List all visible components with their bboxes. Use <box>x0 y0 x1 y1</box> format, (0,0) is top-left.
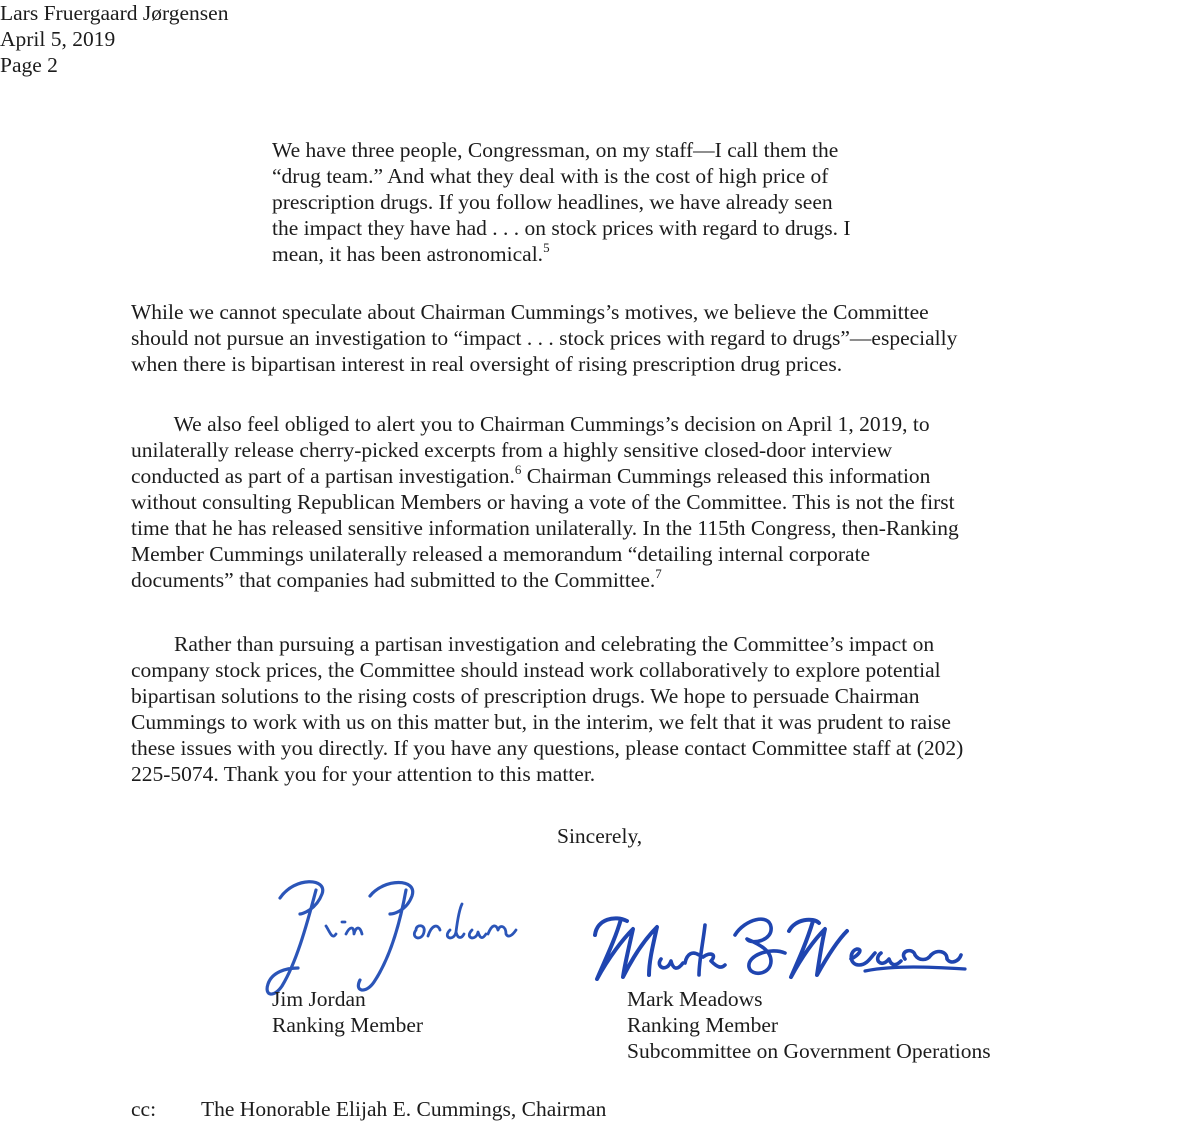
signatory-jordan <box>272 986 423 1038</box>
paragraph-line <box>131 463 959 489</box>
paragraph-line: We also feel obliged to alert you to Chairman Cummings’s decision on April 1, 2019, to <box>131 412 930 436</box>
paragraph-text: conducted as part of a partisan investigation. <box>131 464 515 488</box>
paragraph-release <box>131 411 959 593</box>
paragraph-line: without consulting Republican Members or having a vote of the Committee. This is not the first <box>131 490 955 514</box>
paragraph-line: should not pursue an investigation to “impact . . . stock prices with regard to drugs”—especially <box>131 326 958 350</box>
paragraph-line: company stock prices, the Committee should instead work collaboratively to explore potential <box>131 658 941 682</box>
paragraph-line: While we cannot speculate about Chairman Cummings’s motives, we believe the Committee <box>131 300 929 324</box>
signatory-meadows <box>627 986 991 1064</box>
signatory-title: Ranking Member <box>272 1013 424 1037</box>
mark-meadows-signature <box>575 895 975 990</box>
letter-date: April 5, 2019 <box>0 27 116 51</box>
paragraph-line: unilaterally release cherry-picked excerpts from a highly sensitive closed-door interview <box>131 438 893 462</box>
paragraph-line: Rather than pursuing a partisan investigation and celebrating the Committee’s impact on <box>131 632 935 656</box>
paragraph-text: documents” that companies had submitted to the Committee. <box>131 568 656 592</box>
quote-line: “drug team.” And what they deal with is the cost of high price of <box>272 164 829 188</box>
cc-label: cc: <box>131 1097 157 1121</box>
footnote-marker: 5 <box>543 240 550 255</box>
quote-line: prescription drugs. If you follow headlines, we have already seen <box>272 190 833 214</box>
paragraph-line: these issues with you directly. If you have any questions, please contact Committee staff at (202) <box>131 736 964 760</box>
signatory-name: Jim Jordan <box>272 987 366 1011</box>
signatory-title: Ranking Member <box>627 1013 779 1037</box>
cc-line <box>131 1096 606 1122</box>
cc-recipient: The Honorable Elijah E. Cummings, Chairman <box>201 1097 607 1121</box>
paragraph-line: time that he has released sensitive information unilaterally. In the 115th Congress, then-Ranking <box>131 516 959 540</box>
quote-text: mean, it has been astronomical. <box>272 242 544 266</box>
quote-line: the impact they have had . . . on stock prices with regard to drugs. I <box>272 216 851 240</box>
paragraph-text: Chairman Cummings released this information <box>521 464 931 488</box>
recipient-name: Lars Fruergaard Jørgensen <box>0 1 229 25</box>
paragraph-line: Member Cummings unilaterally released a memorandum “detailing internal corporate <box>131 542 871 566</box>
jim-jordan-signature <box>250 868 540 1003</box>
page-number: Page 2 <box>0 53 58 77</box>
paragraph-line <box>131 567 959 593</box>
letter-header <box>0 0 1200 78</box>
signatory-subtitle: Subcommittee on Government Operations <box>627 1039 991 1063</box>
quote-line-last <box>272 241 851 267</box>
closing-salutation: Sincerely, <box>557 824 643 848</box>
paragraph-line: when there is bipartisan interest in real oversight of rising prescription drug prices. <box>131 352 843 376</box>
block-quote <box>272 137 851 267</box>
signatory-name: Mark Meadows <box>627 987 763 1011</box>
footnote-marker: 7 <box>655 566 662 581</box>
footnote-marker: 6 <box>514 462 522 477</box>
paragraph-motives <box>131 299 957 377</box>
paragraph-collaboration <box>131 631 963 787</box>
quote-line: We have three people, Congressman, on my staff—I call them the <box>272 138 839 162</box>
paragraph-line: 225-5074. Thank you for your attention to this matter. <box>131 762 596 786</box>
paragraph-line: Cummings to work with us on this matter but, in the interim, we felt that it was prudent to raise <box>131 710 951 734</box>
paragraph-line: bipartisan solutions to the rising costs of prescription drugs. We hope to persuade Chairman <box>131 684 920 708</box>
